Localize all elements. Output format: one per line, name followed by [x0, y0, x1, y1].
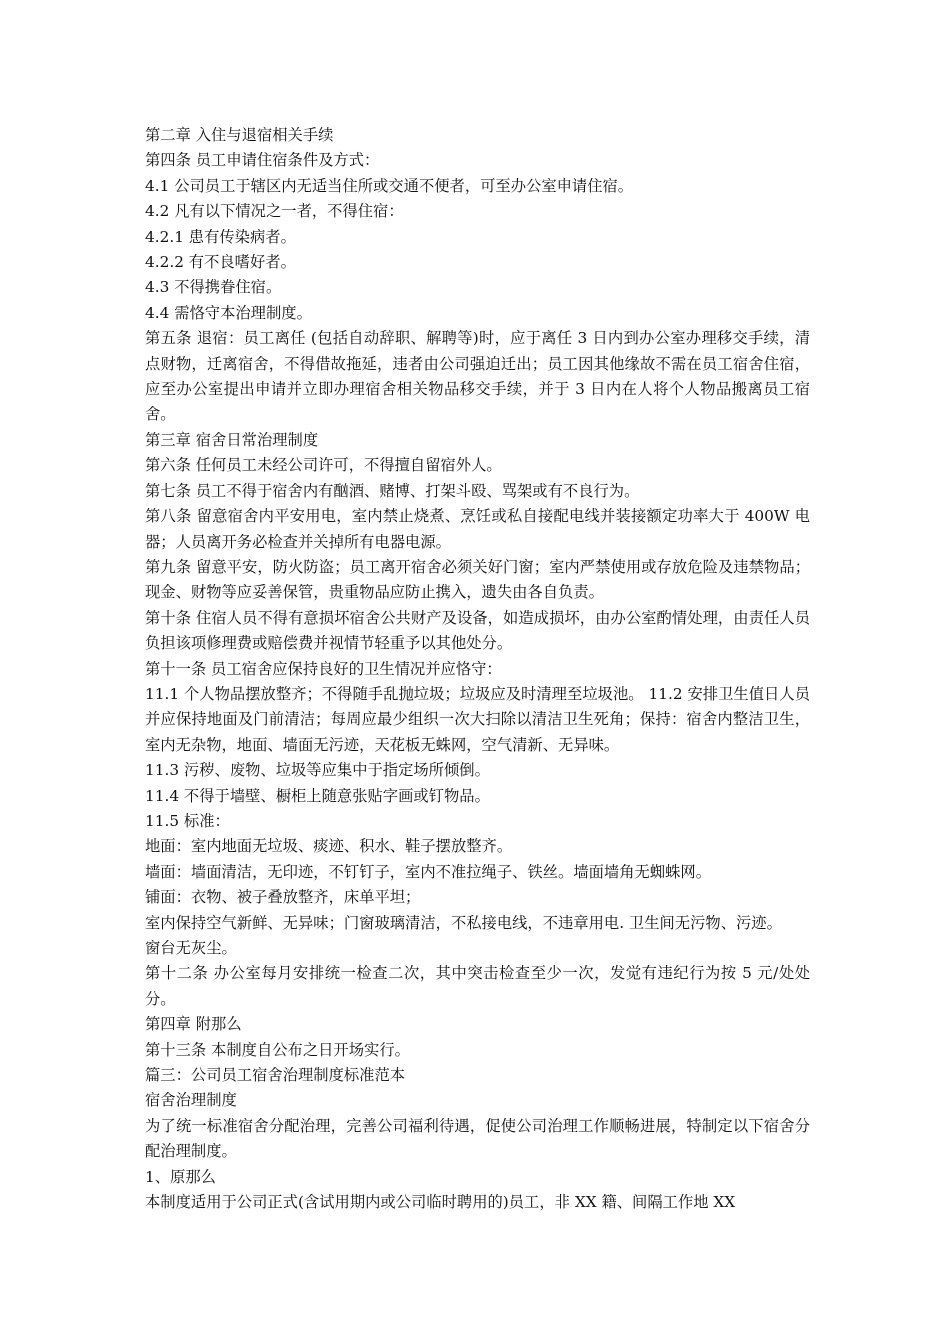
section-subtitle: 宿舍治理制度	[145, 1091, 237, 1110]
section-title: 篇三：公司员工宿舍治理制度标准范本	[145, 1066, 406, 1085]
clause: 4.3 不得携眷住宿。	[145, 278, 282, 297]
clause: 4.1 公司员工于辖区内无适当住所或交通不便者，可至办公室申请住宿。	[145, 176, 634, 195]
clause: 4.2 凡有以下情况之一者，不得住宿：	[145, 202, 404, 221]
article-paragraph: 第十二条 办公室每月安排统一检查二次，其中突击检查至少一次，发觉有违纪行为按 5 元/处处分。	[145, 964, 810, 1008]
chapter-heading: 第三章 宿舍日常治理制度	[145, 430, 319, 449]
clause: 4.2.1 患有传染病者。	[145, 227, 296, 246]
chapter-heading: 第二章 入住与退宿相关手续	[145, 126, 334, 144]
clause: 11.3 污秽、废物、垃圾等应集中于指定场所倾倒。	[145, 761, 490, 780]
article-paragraph: 第十三条 本制度自公布之日开场实行。	[145, 1040, 410, 1059]
clause: 4.2.2 有不良嗜好者。	[145, 253, 296, 272]
article-paragraph: 第五条 退宿：员工离任 (包括自动辞职、解聘等)时，应于离任 3 日内到办公室办理移交手续，清点财物，迁离宿舍，不得借故拖延，违者由公司强迫迁出；员工因其他缘故不需在员工宿舍住宿，应至办公室提出申请并立即办理宿舍相关物品移交手续，并于 3 日内在人将个人物品搬离员工宿舍。	[145, 329, 810, 424]
numbered-heading: 1、原那么	[145, 1167, 216, 1186]
article-paragraph: 第九条 留意平安，防火防盗；员工离开宿舍必须关好门窗；室内严禁使用或存放危险及违禁物品；现金、财物等应妥善保管，贵重物品应防止携入，遗失由各自负责。	[145, 557, 810, 602]
article-paragraph: 第七条 员工不得于宿舍内有酗酒、赌博、打架斗殴、骂架或有不良行为。	[145, 481, 640, 500]
document-body	[145, 123, 810, 1215]
article-heading: 第十一条 员工宿舍应保持良好的卫生情况并应恪守：	[145, 659, 502, 678]
body-paragraph: 本制度适用于公司正式(含试用期内或公司临时聘用的)员工，非 XX 籍、间隔工作地 XX	[145, 1193, 736, 1212]
clause: 4.4 需恪守本治理制度。	[145, 303, 312, 322]
chapter-heading: 第四章 附那么	[145, 1015, 242, 1034]
article-paragraph: 第六条 任何员工未经公司许可，不得擅自留宿外人。	[145, 456, 502, 475]
clause: 11.4 不得于墙壁、橱柜上随意张贴字画或钉物品。	[145, 786, 490, 805]
standard-item: 地面：室内地面无垃圾、痰迹、积水、鞋子摆放整齐。	[145, 837, 513, 856]
article-paragraph: 第十条 住宿人员不得有意损坏宿舍公共财产及设备，如造成损坏，由办公室酌情处理，由责任人员负担该项修理费或赔偿费并视情节轻重予以其他处分。	[145, 608, 810, 653]
article-heading: 第四条 员工申请住宿条件及方式：	[145, 151, 380, 170]
article-paragraph: 第八条 留意宿舍内平安用电，室内禁止烧煮、烹饪或私自接配电线并装接额定功率大于 400W 电器；人员离开务必检查并关掉所有电器电源。	[145, 507, 810, 551]
standard-item: 铺面：衣物、被子叠放整齐，床单平坦；	[145, 888, 421, 907]
standard-item: 室内保持空气新鲜、无异味；门窗玻璃清洁，不私接电线，不违章用电. 卫生间无污物、污迹。	[145, 913, 782, 932]
intro-paragraph: 为了统一标准宿舍分配治理，完善公司福利待遇，促使公司治理工作顺畅进展，特制定以下宿舍分配治理制度。	[145, 1116, 810, 1161]
clause: 11.1 个人物品摆放整齐；不得随手乱抛垃圾；垃圾应及时清理至垃圾池。 11.2 安排卫生值日人员并应保持地面及门前清洁；每周应最少组织一次大扫除以清洁卫生死角；保持：宿舍内整洁卫生，室内无杂物，地面、墙面无污迹，天花板无蛛网，空气清新、无异味。	[145, 684, 810, 754]
standard-item: 墙面：墙面清洁，无印迹，不钉钉子，室内不准拉绳子、铁丝。墙面墙角无蜘蛛网。	[145, 862, 711, 881]
standard-item: 窗台无灰尘。	[145, 939, 237, 957]
clause: 11.5 标准：	[145, 811, 230, 830]
